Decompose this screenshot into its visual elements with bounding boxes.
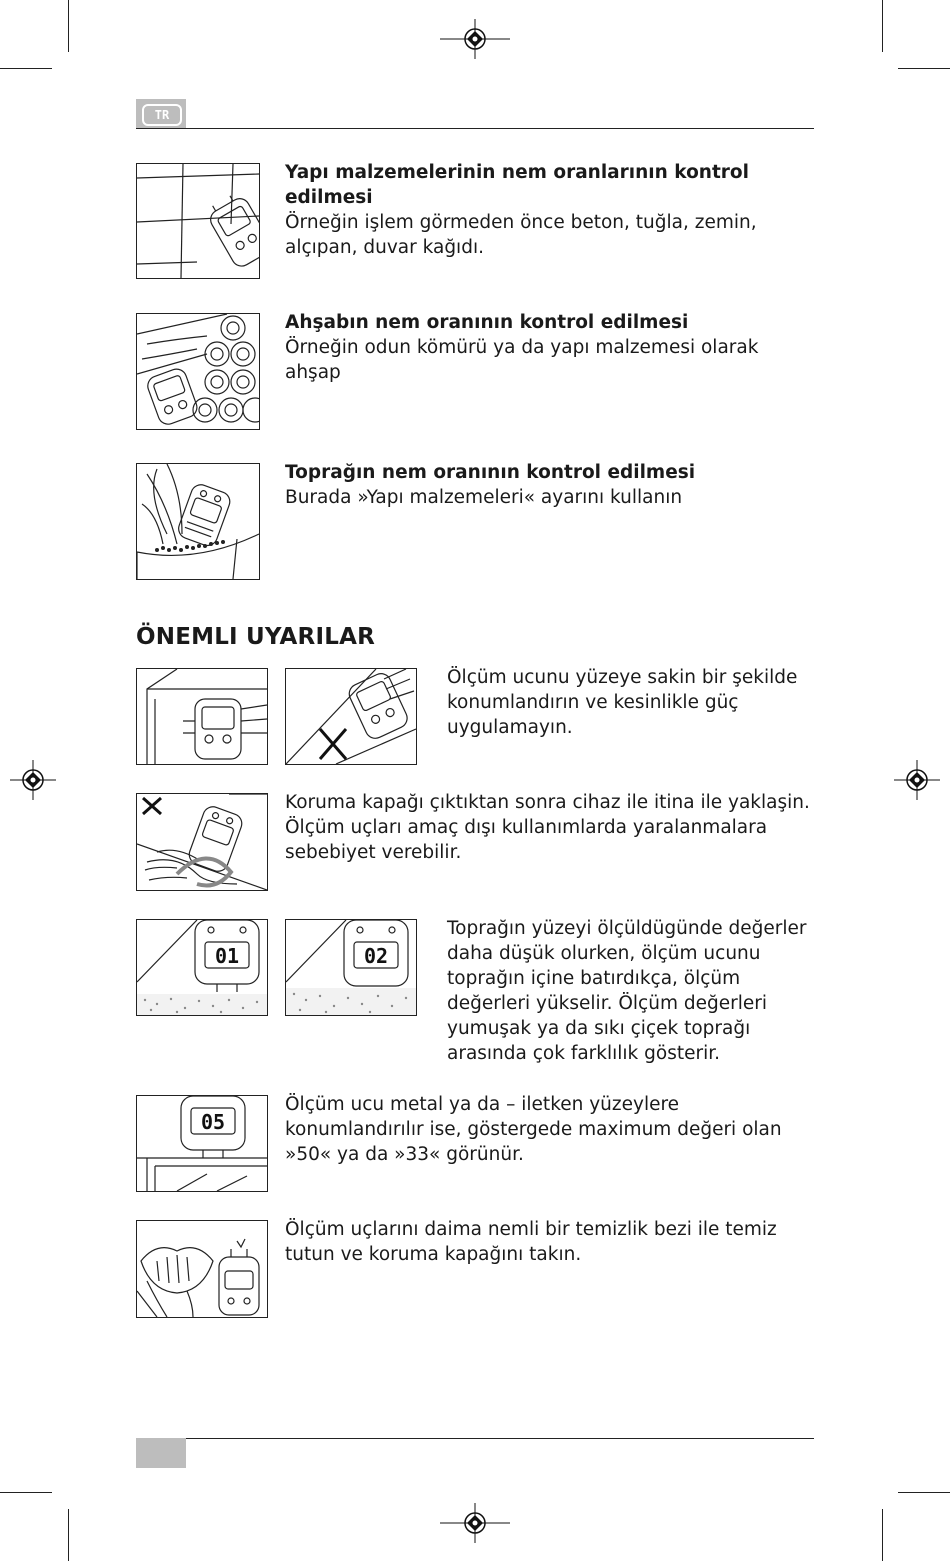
registration-mark-icon bbox=[440, 1503, 510, 1543]
forced-placement-crossed-icon bbox=[285, 668, 417, 765]
soil-surface-reading-icon bbox=[136, 919, 268, 1016]
crop-mark bbox=[898, 1492, 950, 1493]
hand-injury-warning-icon bbox=[136, 793, 268, 891]
crop-mark bbox=[882, 0, 883, 52]
metal-surface-reading-icon bbox=[136, 1095, 268, 1192]
gentle-placement-icon bbox=[136, 668, 268, 765]
crop-mark bbox=[882, 1509, 883, 1561]
warning-text: Ölçüm uçlarını daima nemli bir temizlik bezi ile temiz tutun ve koruma kapağını takın. bbox=[285, 1219, 777, 1265]
soil-depth-reading-icon bbox=[285, 919, 417, 1016]
language-badge bbox=[136, 99, 186, 129]
usage-title: Yapı malzemelerinin nem oranlarının kontrol edilmesi bbox=[285, 162, 749, 208]
footer-rule bbox=[136, 1438, 814, 1439]
crop-mark bbox=[0, 1492, 52, 1493]
registration-mark-icon bbox=[10, 760, 56, 800]
usage-body: Burada »Yapı malzemeleri« ayarını kullanın bbox=[285, 487, 683, 508]
lcd-reading: 01 bbox=[214, 944, 240, 968]
warning-text: Koruma kapağı çıktıktan sonra cihaz ile itina ile yaklaşin. Ölçüm uçları amaç dışı kullanımlarda yaralanmalara sebebiyet verebilir. bbox=[285, 792, 810, 863]
lcd-reading: 05 bbox=[200, 1110, 226, 1134]
crop-mark bbox=[0, 68, 52, 69]
lcd-reading: 02 bbox=[363, 944, 389, 968]
usage-body: Örneğin odun kömürü ya da yapı malzemesi olarak ahşap bbox=[285, 337, 759, 383]
usage-title: Toprağın nem oranının kontrol edilmesi bbox=[285, 462, 696, 483]
registration-mark-icon bbox=[894, 760, 940, 800]
soil-pot-measurement-icon bbox=[136, 463, 260, 580]
crop-mark bbox=[68, 1509, 69, 1561]
crop-mark bbox=[68, 0, 69, 52]
cleaning-cloth-icon bbox=[136, 1220, 268, 1318]
warnings-heading: ÖNEMLI UYARILAR bbox=[136, 624, 375, 650]
crop-mark bbox=[898, 68, 950, 69]
registration-mark-icon bbox=[440, 19, 510, 59]
usage-title: Ahşabın nem oranının kontrol edilmesi bbox=[285, 312, 689, 333]
warning-text: Ölçüm ucu metal ya da – iletken yüzeylere konumlandırılır ise, göstergede maximum değeri olan »50« ya da »33« görünür. bbox=[285, 1094, 782, 1165]
warning-text: Ölçüm ucunu yüzeye sakin bir şekilde konumlandırın ve kesinlikle güç uygulamayın. bbox=[447, 667, 798, 738]
header-rule bbox=[136, 128, 814, 129]
language-code: TR bbox=[142, 104, 182, 126]
wood-logs-measurement-icon bbox=[136, 313, 260, 430]
warning-text: Toprağın yüzeyi ölçüldügünde değerler daha düşük olurken, ölçüm ucunu toprağın içine batırdıkça, ölçüm değerleri yükselir. Ölçüm değerleri yumuşak ya da sıkı çiçek toprağı arasında çok farklılık gösterir. bbox=[447, 918, 807, 1064]
page-number-tab bbox=[136, 1438, 186, 1468]
tile-wall-measurement-icon bbox=[136, 163, 260, 279]
usage-body: Örneğin işlem görmeden önce beton, tuğla, zemin, alçıpan, duvar kağıdı. bbox=[285, 212, 757, 258]
